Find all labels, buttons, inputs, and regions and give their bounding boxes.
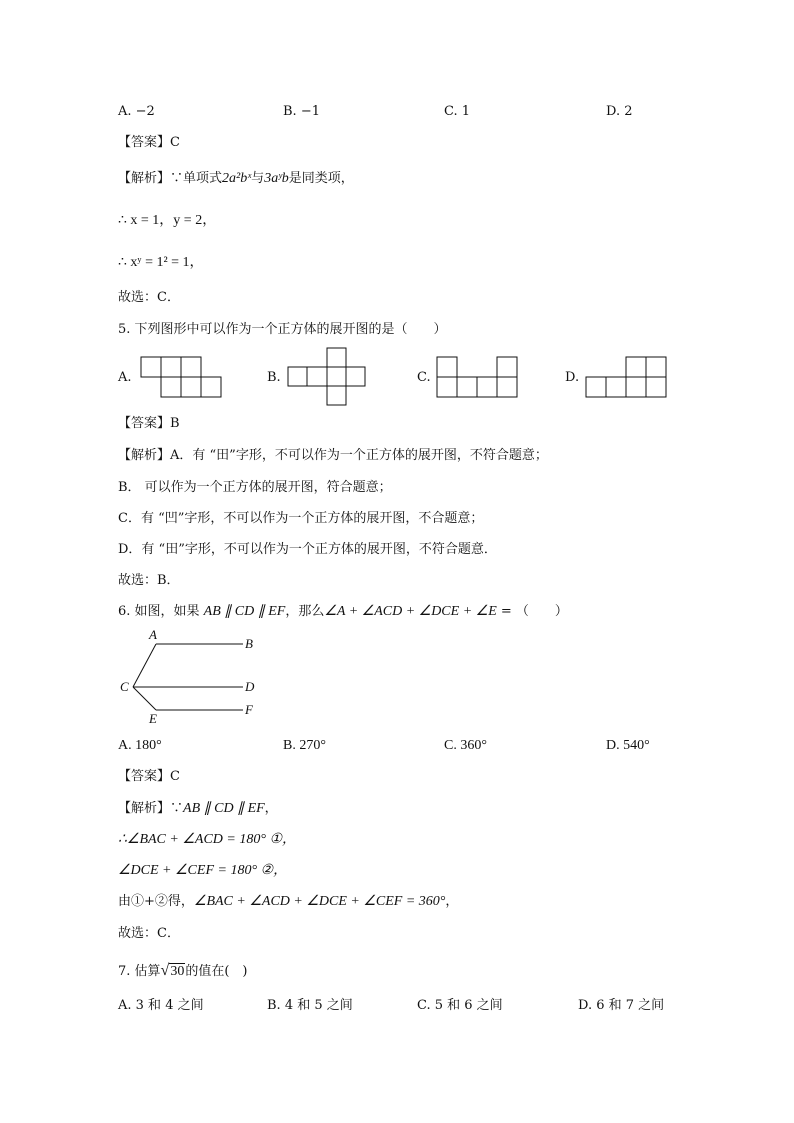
q6-figure <box>116 627 266 727</box>
q4-option-b: B. −1 <box>283 104 320 119</box>
q5-question: 5. 下列图形中可以作为一个正方体的展开图的是（ ） <box>118 322 447 337</box>
point-label-c: C <box>120 679 129 694</box>
q6-step3 <box>118 893 458 911</box>
q6-step1: ∴∠BAC + ∠ACD = 180° ①， <box>118 832 296 847</box>
point-label-b: B <box>245 636 253 651</box>
q6-step3-equation: ∠BAC + ∠ACD + ∠DCE + ∠CEF = 360° <box>193 894 446 909</box>
q7-option-a: A. 3 和 4 之间 <box>118 998 204 1013</box>
q5-option-a-label: A. <box>118 370 132 385</box>
q4-answer: 【答案】C <box>118 135 180 150</box>
q5-option-d-label: D. <box>565 370 580 385</box>
q4-step2: ∴ xʸ = 1² = 1， <box>118 255 204 270</box>
q6-option-d: D. 540° <box>606 738 650 753</box>
q6-question-suffix: = （ ） <box>496 604 568 619</box>
q6-step3-suffix: ， <box>445 894 459 909</box>
q5-answer: 【答案】B <box>118 416 180 431</box>
q6-option-a: A. 180° <box>118 738 162 753</box>
q5-net-d <box>585 356 669 398</box>
q4-option-d: D. 2 <box>606 104 633 119</box>
q6-question-mid: ，那么 <box>285 604 325 619</box>
q6-step3-prefix: 由①+②得， <box>118 894 194 909</box>
q5-net-c <box>436 356 518 398</box>
q6-step2: ∠DCE + ∠CEF = 180° ②， <box>118 863 288 878</box>
q6-question-prefix: 6. 如图，如果 <box>118 604 204 619</box>
q6-option-b: B. 270° <box>283 738 326 753</box>
point-label-a: A <box>149 627 157 642</box>
q5-option-c-label: C. <box>417 370 431 385</box>
q4-analysis <box>118 170 354 188</box>
q6-question <box>118 603 568 621</box>
q7-question-prefix: 7. 估算 <box>118 964 161 979</box>
q5-analysis-b: B． 可以作为一个正方体的展开图，符合题意； <box>118 480 392 495</box>
q4-term2: 3aʸb <box>264 171 289 186</box>
point-label-d: D <box>245 679 255 694</box>
q4-analysis-prefix: 【解析】∵单项式 <box>118 171 223 186</box>
q7-option-c: C. 5 和 6 之间 <box>417 998 503 1013</box>
q5-conclusion: 故选：B． <box>118 573 180 588</box>
q6-parallel: AB ∥ CD ∥ EF <box>203 604 286 619</box>
q4-conclusion: 故选：C． <box>118 290 180 305</box>
q4-option-a: A. −2 <box>118 104 155 119</box>
q5-analysis-a: 【解析】A．有 “田”字形，不可以作为一个正方体的展开图，不符合题意； <box>118 448 548 463</box>
q6-analysis-prefix: 【解析】∵ <box>118 801 184 816</box>
q6-analysis-parallel: AB ∥ CD ∥ EF <box>183 801 265 816</box>
q4-option-c: C. 1 <box>444 104 471 119</box>
point-label-f: F <box>245 702 253 717</box>
sqrt-symbol: √ <box>160 962 170 979</box>
q5-analysis-d: D．有 “田”字形，不可以作为一个正方体的展开图，不符合题意． <box>118 542 497 557</box>
q4-analysis-mid: 与 <box>251 171 265 186</box>
q5-net-a <box>140 356 222 398</box>
sqrt-radicand: 30 <box>170 964 185 979</box>
q5-analysis-c: C．有 “凹”字形，不可以作为一个正方体的展开图，不合题意； <box>118 511 484 526</box>
q6-angle-sum: ∠A + ∠ACD + ∠DCE + ∠E <box>324 604 497 619</box>
q4-analysis-suffix: 是同类项， <box>288 171 354 186</box>
point-label-e: E <box>149 711 157 726</box>
q4-step1: ∴ x = 1，y = 2， <box>118 213 217 228</box>
q5-net-b <box>287 347 369 407</box>
q6-option-c: C. 360° <box>444 738 487 753</box>
q5-option-b-label: B. <box>267 370 281 385</box>
q6-answer: 【答案】C <box>118 769 180 784</box>
q7-question-suffix: 的值在( ) <box>185 964 248 979</box>
q6-conclusion: 故选：C． <box>118 926 180 941</box>
q7-option-b: B. 4 和 5 之间 <box>267 998 353 1013</box>
q4-term1: 2a²bˣ <box>222 171 252 186</box>
q6-analysis <box>118 800 278 818</box>
q7-option-d: D. 6 和 7 之间 <box>578 998 665 1013</box>
q6-analysis-comma: ， <box>264 801 278 816</box>
q7-question <box>118 962 247 981</box>
